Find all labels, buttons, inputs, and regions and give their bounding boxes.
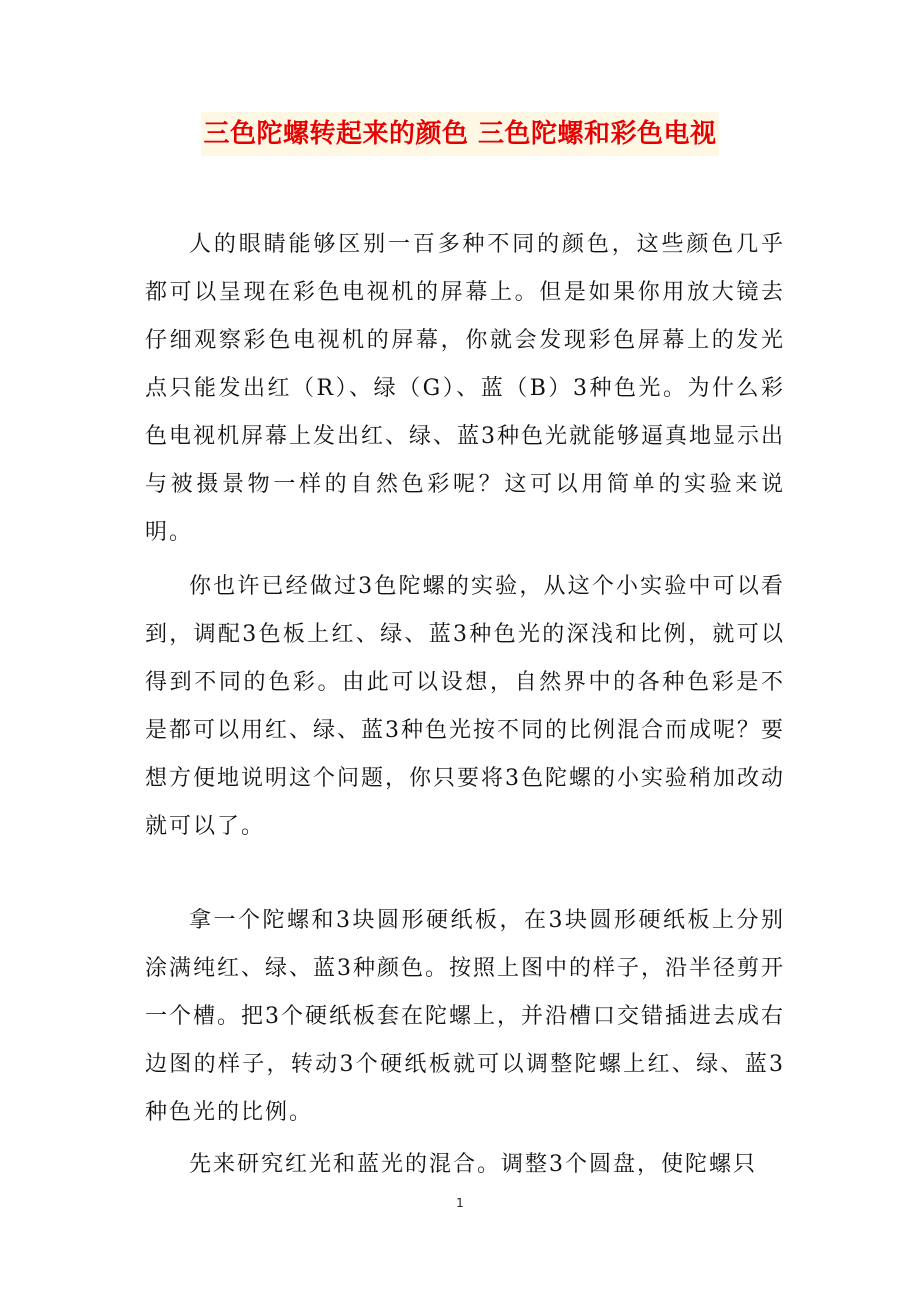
page-number: 1 [456, 1196, 464, 1210]
paragraph-2: 你也许已经做过3色陀螺的实验，从这个小实验中可以看到，调配3色板上红、绿、蓝3种色光的深浅和比例，就可以得到不同的色彩。由此可以设想，自然界中的各种色彩是不是都可以用红、绿、蓝3种色光按不同的比例混合而成呢？要想方便地说明这个问题，你只要将3色陀螺的小实验稍加改动就可以了。 [145, 574, 785, 839]
paragraph-3: 拿一个陀螺和3块圆形硬纸板，在3块圆形硬纸板上分别涂满纯红、绿、蓝3种颜色。按照上图中的样子，沿半径剪开一个槽。把3个硬纸板套在陀螺上，并沿槽口交错插进去成右边图的样子，转动3个硬纸板就可以调整陀螺上红、绿、蓝3种色光的比例。 [145, 908, 785, 1125]
title-container [0, 112, 920, 156]
paragraph-1: 人的眼睛能够区别一百多种不同的颜色，这些颜色几乎都可以呈现在彩色电视机的屏幕上。但是如果你用放大镜去仔细观察彩色电视机的屏幕，你就会发现彩色屏幕上的发光点只能发出红（R）、绿（G）、蓝（B）3种色光。为什么彩色电视机屏幕上发出红、绿、蓝3种色光就能够逼真地显示出与被摄景物一样的自然色彩呢？这可以用简单的实验来说明。 [145, 232, 785, 545]
document-title: 三色陀螺转起来的颜色 三色陀螺和彩色电视 [201, 112, 718, 156]
paragraph-4: 先来研究红光和蓝光的混合。调整3个圆盘，使陀螺只 [189, 1152, 757, 1177]
